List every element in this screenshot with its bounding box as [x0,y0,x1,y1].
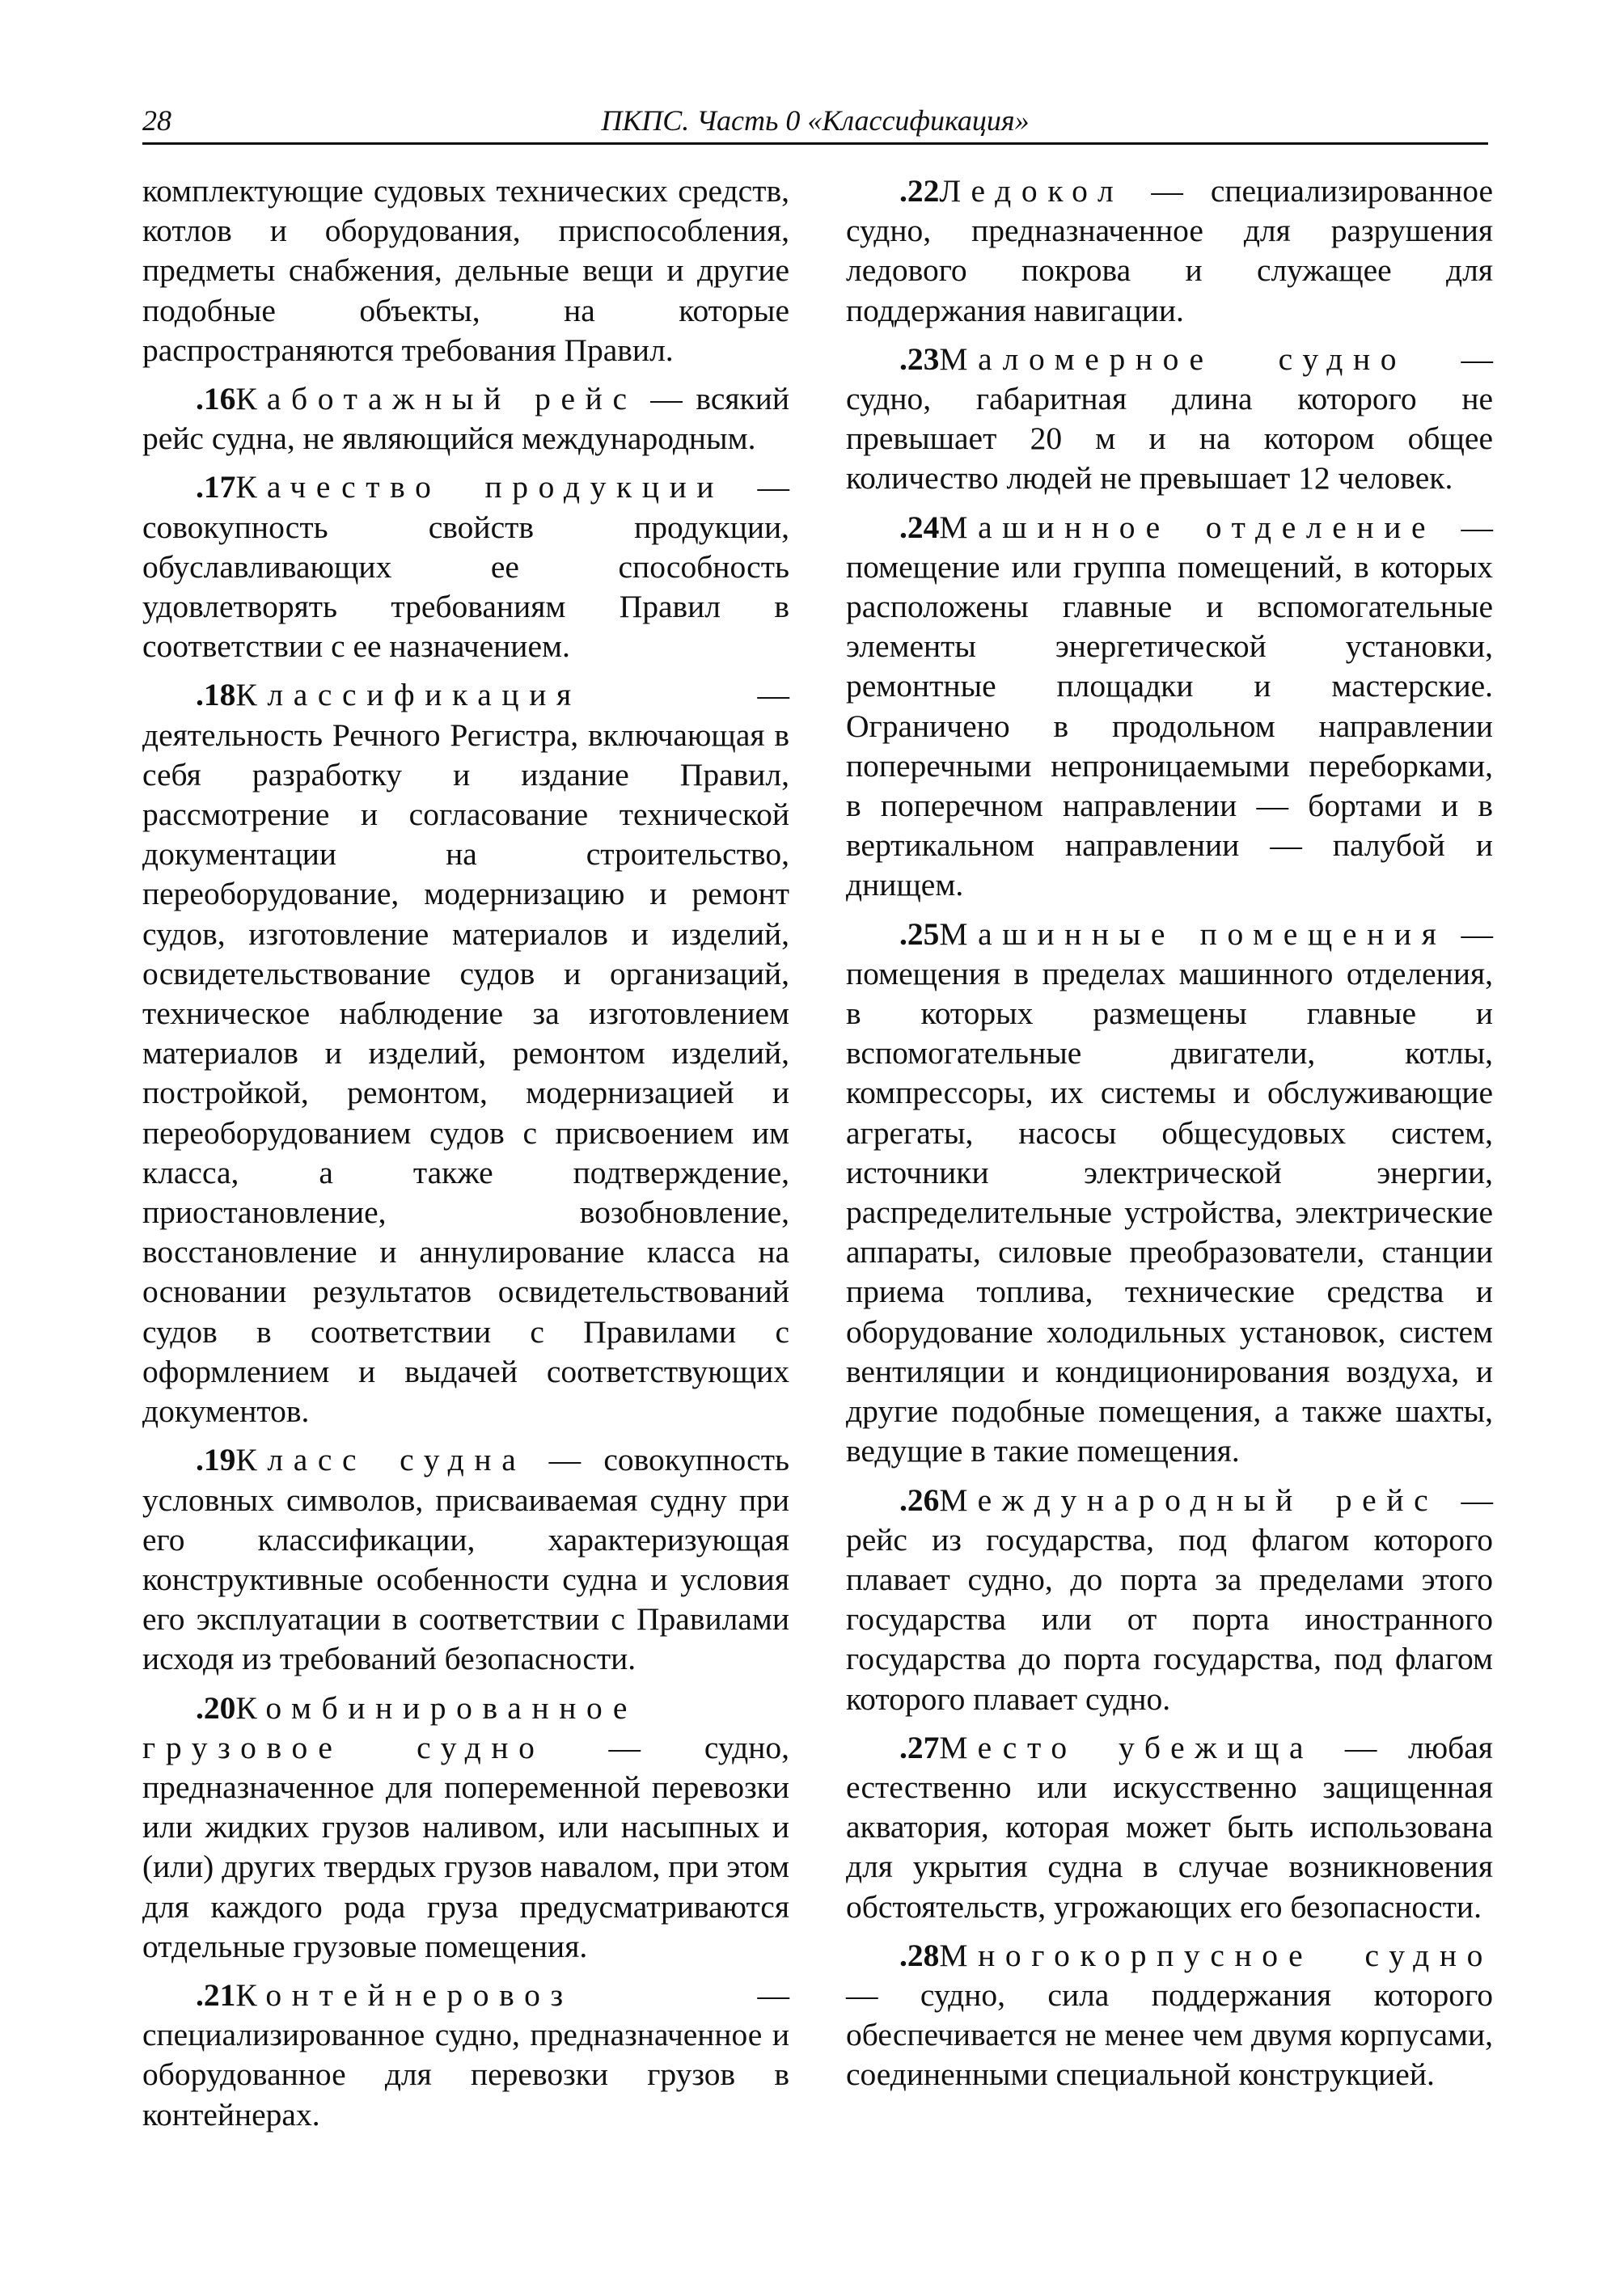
right-column [846,171,1493,2104]
item-term: Машинное отделение [939,509,1436,545]
definition-item [142,1689,789,1967]
header-title: ПКПС. Часть 0 «Классификация» [601,104,1030,137]
item-number: .26 [899,1482,940,1518]
running-header [142,99,1488,145]
item-number: .27 [899,1729,940,1765]
definition-item [142,675,789,1431]
item-text: — помещение или группа помещений, в которых расположены главные и вспомогательные элементы энергетической установки, ремонтные площадки и мастерские. Ограничено в продольном направлении поперечными непроницаемыми переборками, в поперечном направлении — бортами и в вертикальном направлении — палубой и днищем. [846,509,1493,903]
item-number: .22 [899,173,940,209]
item-term: Каботажный рейс [235,381,637,417]
item-text: — специализированное судно, предназначенное и оборудованное для перевозки грузов в контейнерах. [142,1976,789,2132]
item-number: .16 [196,381,236,417]
item-text: — всякий рейс судна, не являющийся международным. [142,381,789,457]
definition-item [846,508,1493,906]
item-term: Многокорпусное судно [939,1937,1493,1973]
item-text: — совокупность свойств продукции, обуславливающих ее способность удовлетворять требованиям Правил в соответствии с ее назначением. [142,469,789,665]
left-column [142,171,789,2144]
item-text: — помещения в пределах машинного отделения, в которых размещены главные и вспомогательные двигатели, котлы, компрессоры, их системы и обслуживающие агрегаты, насосы общесудовых систем, источники электрической энергии, распределительные устройства, электрические аппараты, силовые преобразователи, станции приема топлива, технические средства и оборудование холодильных установок, систем вентиляции и кондиционирования воздуха, и другие подобные помещения, а также шахты, ведущие в такие помещения. [846,915,1494,1469]
item-text: — совокупность условных символов, присваиваемая судну при его классификации, характеризующая конструктивные особенности судна и условия его эксплуатации в соответствии с Правилами исходя из требований безопасности. [142,1442,789,1677]
item-term: Машинные помещения [939,915,1447,952]
item-number: .28 [899,1937,940,1973]
definition-item [846,1481,1493,1719]
item-number: .19 [196,1442,236,1478]
item-number: .20 [196,1689,236,1726]
item-number: .17 [196,469,236,505]
item-term: Комбинированное грузовое судно [142,1689,638,1765]
item-text: — судно, сила поддержания которого обеспечивается не менее чем двумя корпусами, соединенными специальной конструкцией. [846,1976,1493,2093]
definition-item [846,171,1493,331]
item-number: .21 [196,1976,236,2013]
item-term: Ледокол [939,173,1124,209]
item-text: — любая естественно или искусственно защищенная акватория, которая может быть использована для укрытия судна в случае возникновения обстоятельств, угрожающих его безопасности. [846,1729,1493,1925]
definition-item [846,1936,1493,2095]
item-text: — судно, габаритная длина которого не превышает 20 м и на котором общее количество людей не превышает 12 человек. [846,340,1494,497]
item-text: — деятельность Речного Регистра, включающая в себя разработку и издание Правил, рассмотрение и согласование технической документации на строительство, переоборудование, модернизацию и ремонт судов, изготовление материалов и изделий, освидетельствование судов и организаций, техническое наблюдение за изготовлением материалов и изделий, ремонтом изделий, постройкой, ремонтом, модернизацией и переоборудованием судов с присвоением им класса, а также подтверждение, приостановление, возобновление, восстановление и аннулирование класса на основании результатов освидетельствований судов в соответствии с Правилами с оформлением и выдачей соответствующих документов. [142,677,789,1430]
definition-item [142,379,789,459]
page-number: 28 [142,104,171,137]
definition-item [846,340,1493,499]
item-text: — специализированное судно, предназначенное для разрушения ледового покрова и служащее для поддержания навигации. [846,173,1493,328]
item-term: Классификация [235,677,582,713]
item-term: Контейнеровоз [235,1976,573,2013]
definition-item [142,467,789,666]
item-term: Класс судна [235,1442,527,1478]
definition-item [142,1440,789,1679]
item-text: — судно, предназначенное для попеременной перевозки или жидких грузов наливом, или насыпных и (или) других твердых грузов навалом, при этом для каждого рода груза предусматриваются отдельные грузовые помещения. [142,1729,789,1964]
item-text: — рейс из государства, под флагом которого плавает судно, до порта за пределами этого государства или от порта иностранного государства до порта государства, под флагом которого плавает судно. [846,1482,1493,1717]
definition-item [846,915,1493,1472]
definition-item [846,1728,1493,1927]
item-term: Маломерное судно [939,340,1407,377]
item-number: .23 [899,340,940,377]
item-number: .25 [899,915,940,952]
item-term: Место убежища [939,1729,1314,1765]
definition-item [142,1976,789,2135]
item-number: .18 [196,677,236,713]
continuation-paragraph: комплектующие судовых технических средств, котлов и оборудования, приспособления, предметы снабжения, дельные вещи и другие подобные объекты, на которые распространяются требования Правил. [142,173,789,368]
item-number: .24 [899,509,940,545]
item-term: Качество продукции [235,469,725,505]
item-term: Международный рейс [939,1482,1439,1518]
